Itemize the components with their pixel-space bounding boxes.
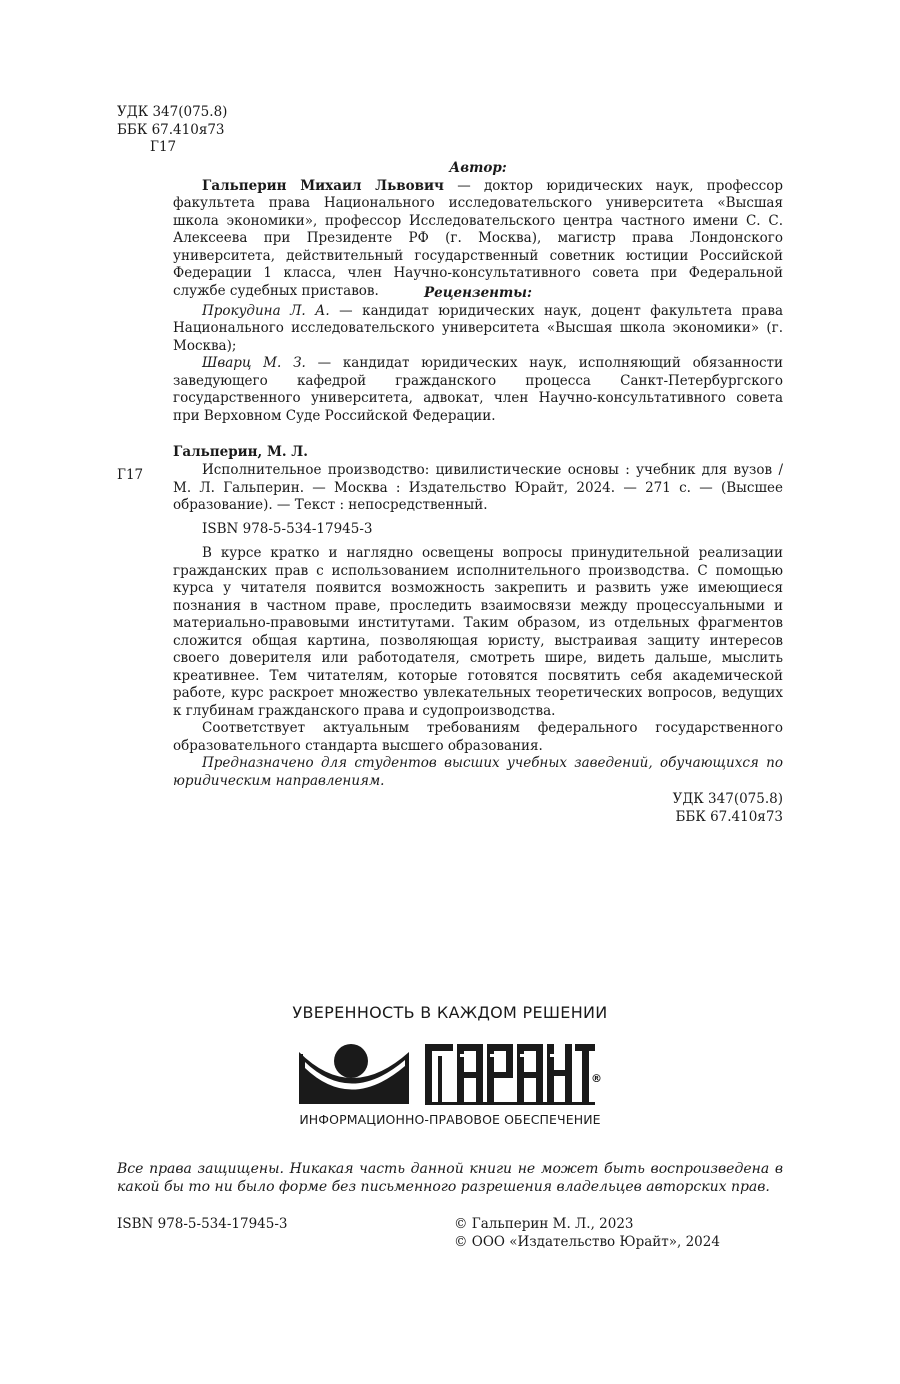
reviewer-2-name: Шварц М. З. (202, 355, 306, 371)
reviewers-heading: Рецензенты: (423, 285, 533, 301)
rights-notice: Все права защищены. Никакая часть данной книги не может быть воспроизведена в какой бы то ни было форме без письменного разрешения владельцев авторских прав. (117, 1161, 783, 1195)
reviewer-1-name: Прокудина Л. А. (202, 302, 330, 319)
registered-mark: ® (591, 1072, 602, 1085)
author-description: — доктор юридических наук, профессор факультета права Национального исследовательского университета «Высшая школа экономики», профессор Исследовательского центра частного имени С. С. Алексеева при Президенте РФ (г. Москва), магистр права Лондонского университета, действительный государственный советник юстиции Российской Федерации 1 класса, член Научно-консультативного совета при Федеральной службе судебных приставов. (173, 177, 784, 299)
reviewer-1 (173, 303, 783, 356)
logo-slogan: УВЕРЕННОСТЬ В КАЖДОМ РЕШЕНИИ (292, 1003, 608, 1022)
garant-logo (297, 1040, 603, 1106)
bib-record-text: Исполнительное производство: цивилистические основы : учебник для вузов / М. Л. Гальперин. — Москва : Издательство Юрайт, 2024. — 271 с. — (Высшее образование). — Текст : непосредственный. (173, 462, 783, 513)
annotation-paragraph-1: В курсе кратко и наглядно освещены вопросы принудительной реализации гражданских прав с использованием исполнительного производства. С помощью курса у читателя появится возможность закрепить и развить уже имеющиеся познания в частном праве, проследить взаимосвязи между процессуальными и материально-правовыми институтами. Таким образом, из отдельных фрагментов сложится общая картина, позволяющая юристу, выстраивая защиту интересов своего доверителя или работодателя, смотреть шире, видеть дальше, мыслить креативнее. Тем читателям, которые готовятся посвятить себя академической работе, курс раскроет множество увлекательных теоретических вопросов, ведущих к глубинам гражданского права и судопроизводства. (173, 545, 783, 719)
bib-record (173, 462, 783, 515)
annotation (173, 545, 783, 790)
reviewers-section (173, 285, 783, 425)
udk-code: УДК 347(075.8) (117, 104, 228, 120)
bib-isbn: ISBN 978-5-534-17945-3 (202, 521, 373, 537)
bbk-code: ББК 67.410я73 (117, 121, 225, 138)
bib-author-heading: Гальперин, М. Л. (173, 444, 308, 460)
reviewer-2 (173, 355, 783, 425)
author-heading: Автор: (449, 160, 507, 176)
bbk-code-right: ББК 67.410я73 (675, 808, 783, 825)
author-paragraph (173, 178, 783, 301)
footer-copyrights (454, 1216, 720, 1251)
garant-emblem-icon (297, 1040, 603, 1106)
copyright-publisher: © ООО «Издательство Юрайт», 2024 (454, 1233, 720, 1250)
annotation-audience: Предназначено для студентов высших учебных заведений, обучающихся по юридическим направлениям. (173, 755, 783, 789)
bib-author-mark: Г17 (117, 467, 144, 483)
reviewer-2-text: — кандидат юридических наук, исполняющий обязанности заведующего кафедрой гражданского процесса Санкт-Петербургского государственного университета, адвокат, член Научно-консультативного совета при Верховном Суде Российской Федерации. (173, 355, 783, 424)
author-name: Гальперин Михаил Львович (202, 177, 444, 194)
udk-code-right: УДК 347(075.8) (672, 791, 783, 807)
author-mark: Г17 (150, 139, 177, 155)
logo-tagline: ИНФОРМАЦИОННО-ПРАВОВОЕ ОБЕСПЕЧЕНИЕ (299, 1112, 601, 1127)
author-section (173, 160, 783, 300)
copyright-author: © Гальперин М. Л., 2023 (454, 1216, 634, 1232)
udk-block (117, 104, 227, 157)
bib-isbn-row (173, 521, 783, 539)
footer-isbn: ISBN 978-5-534-17945-3 (117, 1216, 288, 1232)
reviewer-1-text: — кандидат юридических наук, доцент факультета права Национального исследовательского университета «Высшая школа экономики» (г. Москва); (173, 302, 784, 354)
udk-block-right (173, 791, 783, 826)
annotation-paragraph-2: Соответствует актуальным требованиям федерального государственного образовательного стандарта высшего образования. (173, 720, 783, 754)
